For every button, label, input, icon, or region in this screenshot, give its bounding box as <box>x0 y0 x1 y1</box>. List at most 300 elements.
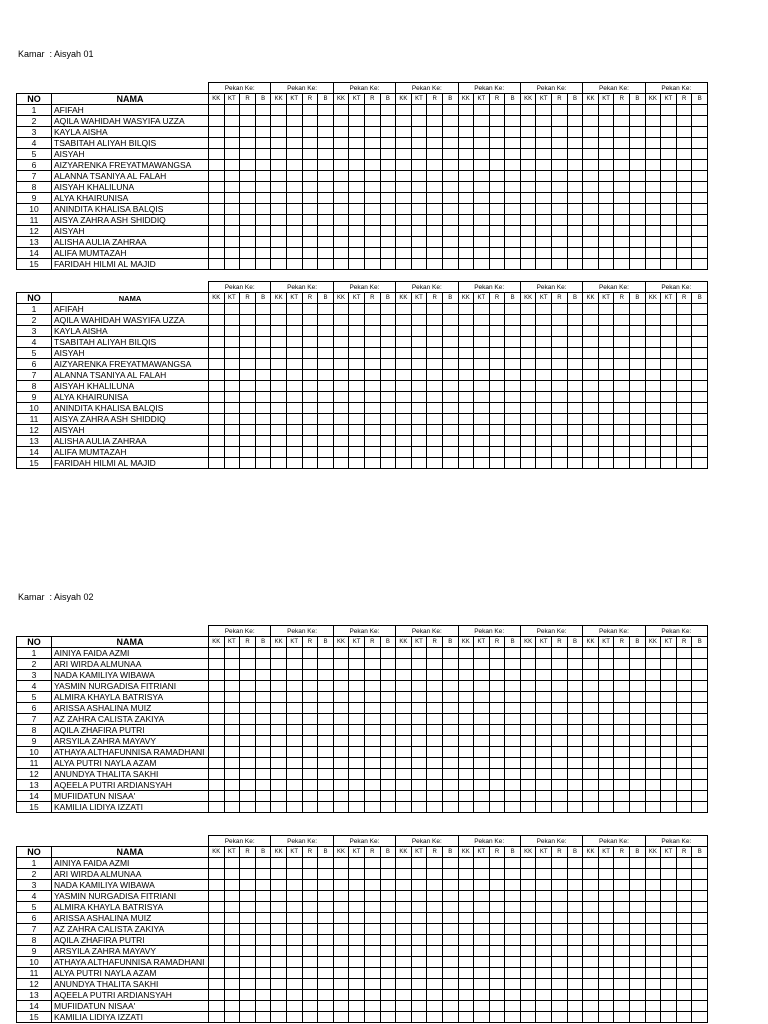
attendance-cell <box>661 747 677 758</box>
attendance-cell <box>271 946 287 957</box>
attendance-cell <box>286 436 302 447</box>
sub-column-header: B <box>380 94 396 105</box>
attendance-cell <box>645 171 661 182</box>
attendance-cell <box>286 237 302 248</box>
attendance-cell <box>380 315 396 326</box>
attendance-cell <box>209 237 225 248</box>
attendance-cell <box>255 1012 271 1023</box>
attendance-cell <box>411 769 427 780</box>
attendance-cell <box>427 1001 443 1012</box>
table-row <box>17 204 708 215</box>
attendance-cell <box>349 791 365 802</box>
attendance-cell <box>349 337 365 348</box>
attendance-cell <box>427 259 443 270</box>
attendance-cell <box>240 392 256 403</box>
attendance-cell <box>692 714 708 725</box>
pekan-header: Pekan Ke: <box>458 282 520 293</box>
attendance-cell <box>286 648 302 659</box>
attendance-cell <box>318 703 334 714</box>
attendance-cell <box>505 414 521 425</box>
attendance-cell <box>255 979 271 990</box>
attendance-cell <box>271 769 287 780</box>
attendance-cell <box>442 714 458 725</box>
attendance-cell <box>349 127 365 138</box>
attendance-cell <box>271 802 287 813</box>
attendance-cell <box>474 1001 490 1012</box>
sub-column-header: R <box>302 637 318 648</box>
attendance-cell <box>505 758 521 769</box>
attendance-cell <box>598 1012 614 1023</box>
header-spacer <box>17 83 209 94</box>
attendance-cell <box>692 968 708 979</box>
attendance-cell <box>255 348 271 359</box>
attendance-cell <box>458 403 474 414</box>
attendance-cell <box>536 858 552 869</box>
attendance-cell <box>552 359 568 370</box>
attendance-cell <box>396 326 412 337</box>
student-number: 7 <box>17 171 52 182</box>
attendance-cell <box>598 447 614 458</box>
attendance-cell <box>567 957 583 968</box>
sub-column-header: R <box>676 94 692 105</box>
attendance-cell <box>240 913 256 924</box>
attendance-cell <box>692 138 708 149</box>
attendance-cell <box>333 1012 349 1023</box>
attendance-cell <box>302 215 318 226</box>
attendance-cell <box>209 215 225 226</box>
attendance-cell <box>286 990 302 1001</box>
attendance-cell <box>318 149 334 160</box>
sub-column-header: KK <box>583 293 599 304</box>
attendance-cell <box>645 935 661 946</box>
attendance-cell <box>396 736 412 747</box>
sub-column-header: KT <box>349 637 365 648</box>
attendance-cell <box>458 769 474 780</box>
sub-column-header: R <box>614 637 630 648</box>
attendance-cell <box>489 736 505 747</box>
attendance-cell <box>552 458 568 469</box>
attendance-cell <box>411 979 427 990</box>
attendance-cell <box>489 670 505 681</box>
attendance-cell <box>676 869 692 880</box>
attendance-cell <box>318 758 334 769</box>
attendance-cell <box>598 869 614 880</box>
attendance-cell <box>536 149 552 160</box>
attendance-cell <box>598 304 614 315</box>
attendance-cell <box>520 359 536 370</box>
attendance-cell <box>427 105 443 116</box>
attendance-cell <box>567 458 583 469</box>
sub-column-header: B <box>630 94 646 105</box>
attendance-cell <box>645 414 661 425</box>
attendance-cell <box>645 359 661 370</box>
sub-column-header: KT <box>598 293 614 304</box>
attendance-cell <box>240 692 256 703</box>
student-name: NADA KAMILIYA WIBAWA <box>52 880 209 891</box>
sub-column-header: R <box>489 293 505 304</box>
attendance-cell <box>209 403 225 414</box>
attendance-cell <box>396 692 412 703</box>
attendance-cell <box>505 226 521 237</box>
student-number: 6 <box>17 703 52 714</box>
attendance-cell <box>286 902 302 913</box>
table-row <box>17 858 708 869</box>
attendance-cell <box>427 237 443 248</box>
attendance-cell <box>630 968 646 979</box>
attendance-cell <box>302 403 318 414</box>
attendance-cell <box>224 370 240 381</box>
attendance-cell <box>505 880 521 891</box>
attendance-cell <box>676 237 692 248</box>
attendance-cell <box>692 248 708 259</box>
attendance-cell <box>333 659 349 670</box>
attendance-cell <box>209 193 225 204</box>
attendance-cell <box>442 458 458 469</box>
sub-column-header: KT <box>411 637 427 648</box>
attendance-cell <box>349 447 365 458</box>
attendance-cell <box>364 957 380 968</box>
attendance-cell <box>474 204 490 215</box>
attendance-cell <box>536 703 552 714</box>
pekan-header: Pekan Ke: <box>458 836 520 847</box>
attendance-cell <box>661 703 677 714</box>
sub-column-header: R <box>676 637 692 648</box>
attendance-cell <box>489 226 505 237</box>
attendance-cell <box>505 447 521 458</box>
attendance-cell <box>364 990 380 1001</box>
attendance-cell <box>333 259 349 270</box>
attendance-cell <box>614 348 630 359</box>
attendance-cell <box>661 791 677 802</box>
attendance-cell <box>427 447 443 458</box>
attendance-cell <box>442 957 458 968</box>
student-number: 2 <box>17 315 52 326</box>
attendance-cell <box>224 304 240 315</box>
attendance-cell <box>224 692 240 703</box>
sub-column-header: KT <box>286 637 302 648</box>
attendance-cell <box>630 215 646 226</box>
attendance-cell <box>567 946 583 957</box>
attendance-cell <box>676 758 692 769</box>
attendance-cell <box>598 182 614 193</box>
attendance-cell <box>458 182 474 193</box>
attendance-cell <box>302 425 318 436</box>
attendance-cell <box>474 968 490 979</box>
attendance-cell <box>380 681 396 692</box>
attendance-cell <box>240 414 256 425</box>
attendance-cell <box>692 370 708 381</box>
header-spacer <box>17 836 209 847</box>
attendance-cell <box>489 403 505 414</box>
attendance-cell <box>552 913 568 924</box>
attendance-cell <box>630 248 646 259</box>
attendance-cell <box>364 725 380 736</box>
attendance-cell <box>302 869 318 880</box>
student-name: AISYAH <box>52 226 209 237</box>
attendance-cell <box>692 913 708 924</box>
attendance-cell <box>583 681 599 692</box>
attendance-cell <box>474 858 490 869</box>
attendance-cell <box>583 968 599 979</box>
student-name: ARSYILA ZAHRA MAYAVY <box>52 946 209 957</box>
attendance-cell <box>364 193 380 204</box>
sub-column-header: B <box>255 293 271 304</box>
attendance-cell <box>271 215 287 226</box>
attendance-cell <box>489 248 505 259</box>
attendance-cell <box>271 138 287 149</box>
attendance-cell <box>318 381 334 392</box>
attendance-cell <box>630 337 646 348</box>
attendance-cell <box>505 990 521 1001</box>
student-number: 9 <box>17 193 52 204</box>
attendance-cell <box>598 436 614 447</box>
attendance-cell <box>364 171 380 182</box>
attendance-cell <box>286 171 302 182</box>
attendance-cell <box>536 791 552 802</box>
attendance-cell <box>302 714 318 725</box>
attendance-cell <box>661 736 677 747</box>
attendance-cell <box>442 659 458 670</box>
pekan-header: Pekan Ke: <box>458 83 520 94</box>
sub-column-header: KK <box>209 94 225 105</box>
attendance-cell <box>552 237 568 248</box>
attendance-cell <box>396 138 412 149</box>
attendance-cell <box>302 248 318 259</box>
attendance-cell <box>286 425 302 436</box>
table-row <box>17 769 708 780</box>
table-row <box>17 326 708 337</box>
attendance-cell <box>661 171 677 182</box>
student-number: 3 <box>17 326 52 337</box>
attendance-cell <box>380 215 396 226</box>
attendance-cell <box>286 204 302 215</box>
attendance-cell <box>380 946 396 957</box>
attendance-cell <box>661 248 677 259</box>
attendance-cell <box>661 692 677 703</box>
attendance-cell <box>255 659 271 670</box>
attendance-cell <box>255 403 271 414</box>
attendance-cell <box>552 791 568 802</box>
attendance-cell <box>676 304 692 315</box>
attendance-cell <box>411 703 427 714</box>
attendance-cell <box>520 1012 536 1023</box>
attendance-cell <box>364 226 380 237</box>
attendance-cell <box>427 791 443 802</box>
sub-column-header: R <box>489 637 505 648</box>
attendance-cell <box>598 935 614 946</box>
sub-column-header: KK <box>396 847 412 858</box>
attendance-cell <box>583 703 599 714</box>
sub-column-header: R <box>240 637 256 648</box>
attendance-cell <box>427 968 443 979</box>
attendance-cell <box>380 458 396 469</box>
attendance-cell <box>520 315 536 326</box>
attendance-cell <box>442 1001 458 1012</box>
attendance-cell <box>396 414 412 425</box>
attendance-cell <box>224 924 240 935</box>
attendance-cell <box>333 648 349 659</box>
attendance-cell <box>396 370 412 381</box>
attendance-cell <box>209 703 225 714</box>
attendance-cell <box>614 447 630 458</box>
attendance-cell <box>209 802 225 813</box>
student-number: 11 <box>17 968 52 979</box>
table-row <box>17 869 708 880</box>
attendance-cell <box>630 436 646 447</box>
attendance-cell <box>567 370 583 381</box>
grid <box>16 625 708 813</box>
attendance-cell <box>645 769 661 780</box>
attendance-cell <box>505 736 521 747</box>
attendance-cell <box>489 315 505 326</box>
attendance-cell <box>333 403 349 414</box>
attendance-cell <box>458 736 474 747</box>
attendance-cell <box>583 747 599 758</box>
attendance-cell <box>505 935 521 946</box>
student-number: 13 <box>17 237 52 248</box>
attendance-cell <box>427 436 443 447</box>
attendance-cell <box>209 1001 225 1012</box>
attendance-cell <box>692 116 708 127</box>
student-name: ARI WIRDA ALMUNAA <box>52 659 209 670</box>
attendance-cell <box>520 979 536 990</box>
attendance-cell <box>567 1001 583 1012</box>
attendance-cell <box>318 692 334 703</box>
attendance-cell <box>583 979 599 990</box>
attendance-cell <box>598 968 614 979</box>
attendance-cell <box>286 248 302 259</box>
attendance-cell <box>411 138 427 149</box>
pekan-header: Pekan Ke: <box>209 282 271 293</box>
attendance-cell <box>489 924 505 935</box>
attendance-cell <box>240 791 256 802</box>
attendance-cell <box>676 116 692 127</box>
attendance-cell <box>552 204 568 215</box>
attendance-cell <box>474 259 490 270</box>
attendance-cell <box>520 924 536 935</box>
attendance-cell <box>474 182 490 193</box>
attendance-cell <box>318 458 334 469</box>
attendance-cell <box>661 902 677 913</box>
attendance-cell <box>333 436 349 447</box>
attendance-cell <box>396 248 412 259</box>
attendance-cell <box>505 160 521 171</box>
attendance-cell <box>676 946 692 957</box>
pekan-header: Pekan Ke: <box>333 626 395 637</box>
student-number: 15 <box>17 259 52 270</box>
attendance-cell <box>224 802 240 813</box>
attendance-cell <box>271 714 287 725</box>
attendance-cell <box>286 891 302 902</box>
student-name: KAYLA AISHA <box>52 326 209 337</box>
attendance-cell <box>583 182 599 193</box>
student-name: AINIYA FAIDA AZMI <box>52 648 209 659</box>
student-name: ALYA PUTRI NAYLA AZAM <box>52 968 209 979</box>
attendance-cell <box>380 403 396 414</box>
attendance-cell <box>255 359 271 370</box>
attendance-cell <box>427 946 443 957</box>
attendance-cell <box>598 858 614 869</box>
attendance-cell <box>505 869 521 880</box>
attendance-cell <box>255 648 271 659</box>
attendance-cell <box>349 935 365 946</box>
attendance-cell <box>520 116 536 127</box>
attendance-cell <box>692 171 708 182</box>
attendance-cell <box>411 913 427 924</box>
sub-column-header: B <box>255 847 271 858</box>
attendance-cell <box>396 105 412 116</box>
attendance-cell <box>489 880 505 891</box>
attendance-cell <box>427 935 443 946</box>
attendance-cell <box>255 149 271 160</box>
sub-column-header: KK <box>645 847 661 858</box>
attendance-cell <box>692 160 708 171</box>
attendance-cell <box>224 990 240 1001</box>
attendance-cell <box>427 648 443 659</box>
attendance-cell <box>567 193 583 204</box>
attendance-cell <box>645 957 661 968</box>
attendance-cell <box>489 447 505 458</box>
attendance-cell <box>614 648 630 659</box>
attendance-cell <box>271 248 287 259</box>
attendance-cell <box>598 902 614 913</box>
attendance-cell <box>396 425 412 436</box>
attendance-cell <box>380 160 396 171</box>
attendance-cell <box>458 215 474 226</box>
attendance-cell <box>286 747 302 758</box>
attendance-cell <box>567 304 583 315</box>
pekan-header: Pekan Ke: <box>271 626 333 637</box>
attendance-cell <box>442 127 458 138</box>
attendance-cell <box>271 447 287 458</box>
attendance-cell <box>520 670 536 681</box>
attendance-cell <box>692 392 708 403</box>
attendance-cell <box>520 248 536 259</box>
attendance-cell <box>364 447 380 458</box>
attendance-cell <box>474 348 490 359</box>
attendance-cell <box>630 725 646 736</box>
attendance-cell <box>442 315 458 326</box>
attendance-cell <box>489 791 505 802</box>
attendance-cell <box>583 425 599 436</box>
attendance-cell <box>318 670 334 681</box>
attendance-cell <box>630 659 646 670</box>
attendance-cell <box>567 392 583 403</box>
attendance-cell <box>209 138 225 149</box>
attendance-cell <box>598 414 614 425</box>
table-row <box>17 957 708 968</box>
attendance-cell <box>255 447 271 458</box>
table-row <box>17 127 708 138</box>
attendance-cell <box>489 171 505 182</box>
attendance-cell <box>520 935 536 946</box>
attendance-cell <box>552 703 568 714</box>
attendance-cell <box>333 359 349 370</box>
attendance-cell <box>209 182 225 193</box>
attendance-cell <box>302 1001 318 1012</box>
attendance-cell <box>442 924 458 935</box>
attendance-cell <box>583 924 599 935</box>
attendance-cell <box>692 935 708 946</box>
attendance-cell <box>567 913 583 924</box>
attendance-cell <box>411 414 427 425</box>
attendance-cell <box>552 226 568 237</box>
attendance-cell <box>349 403 365 414</box>
attendance-cell <box>614 736 630 747</box>
attendance-cell <box>302 891 318 902</box>
attendance-cell <box>661 116 677 127</box>
attendance-cell <box>318 237 334 248</box>
